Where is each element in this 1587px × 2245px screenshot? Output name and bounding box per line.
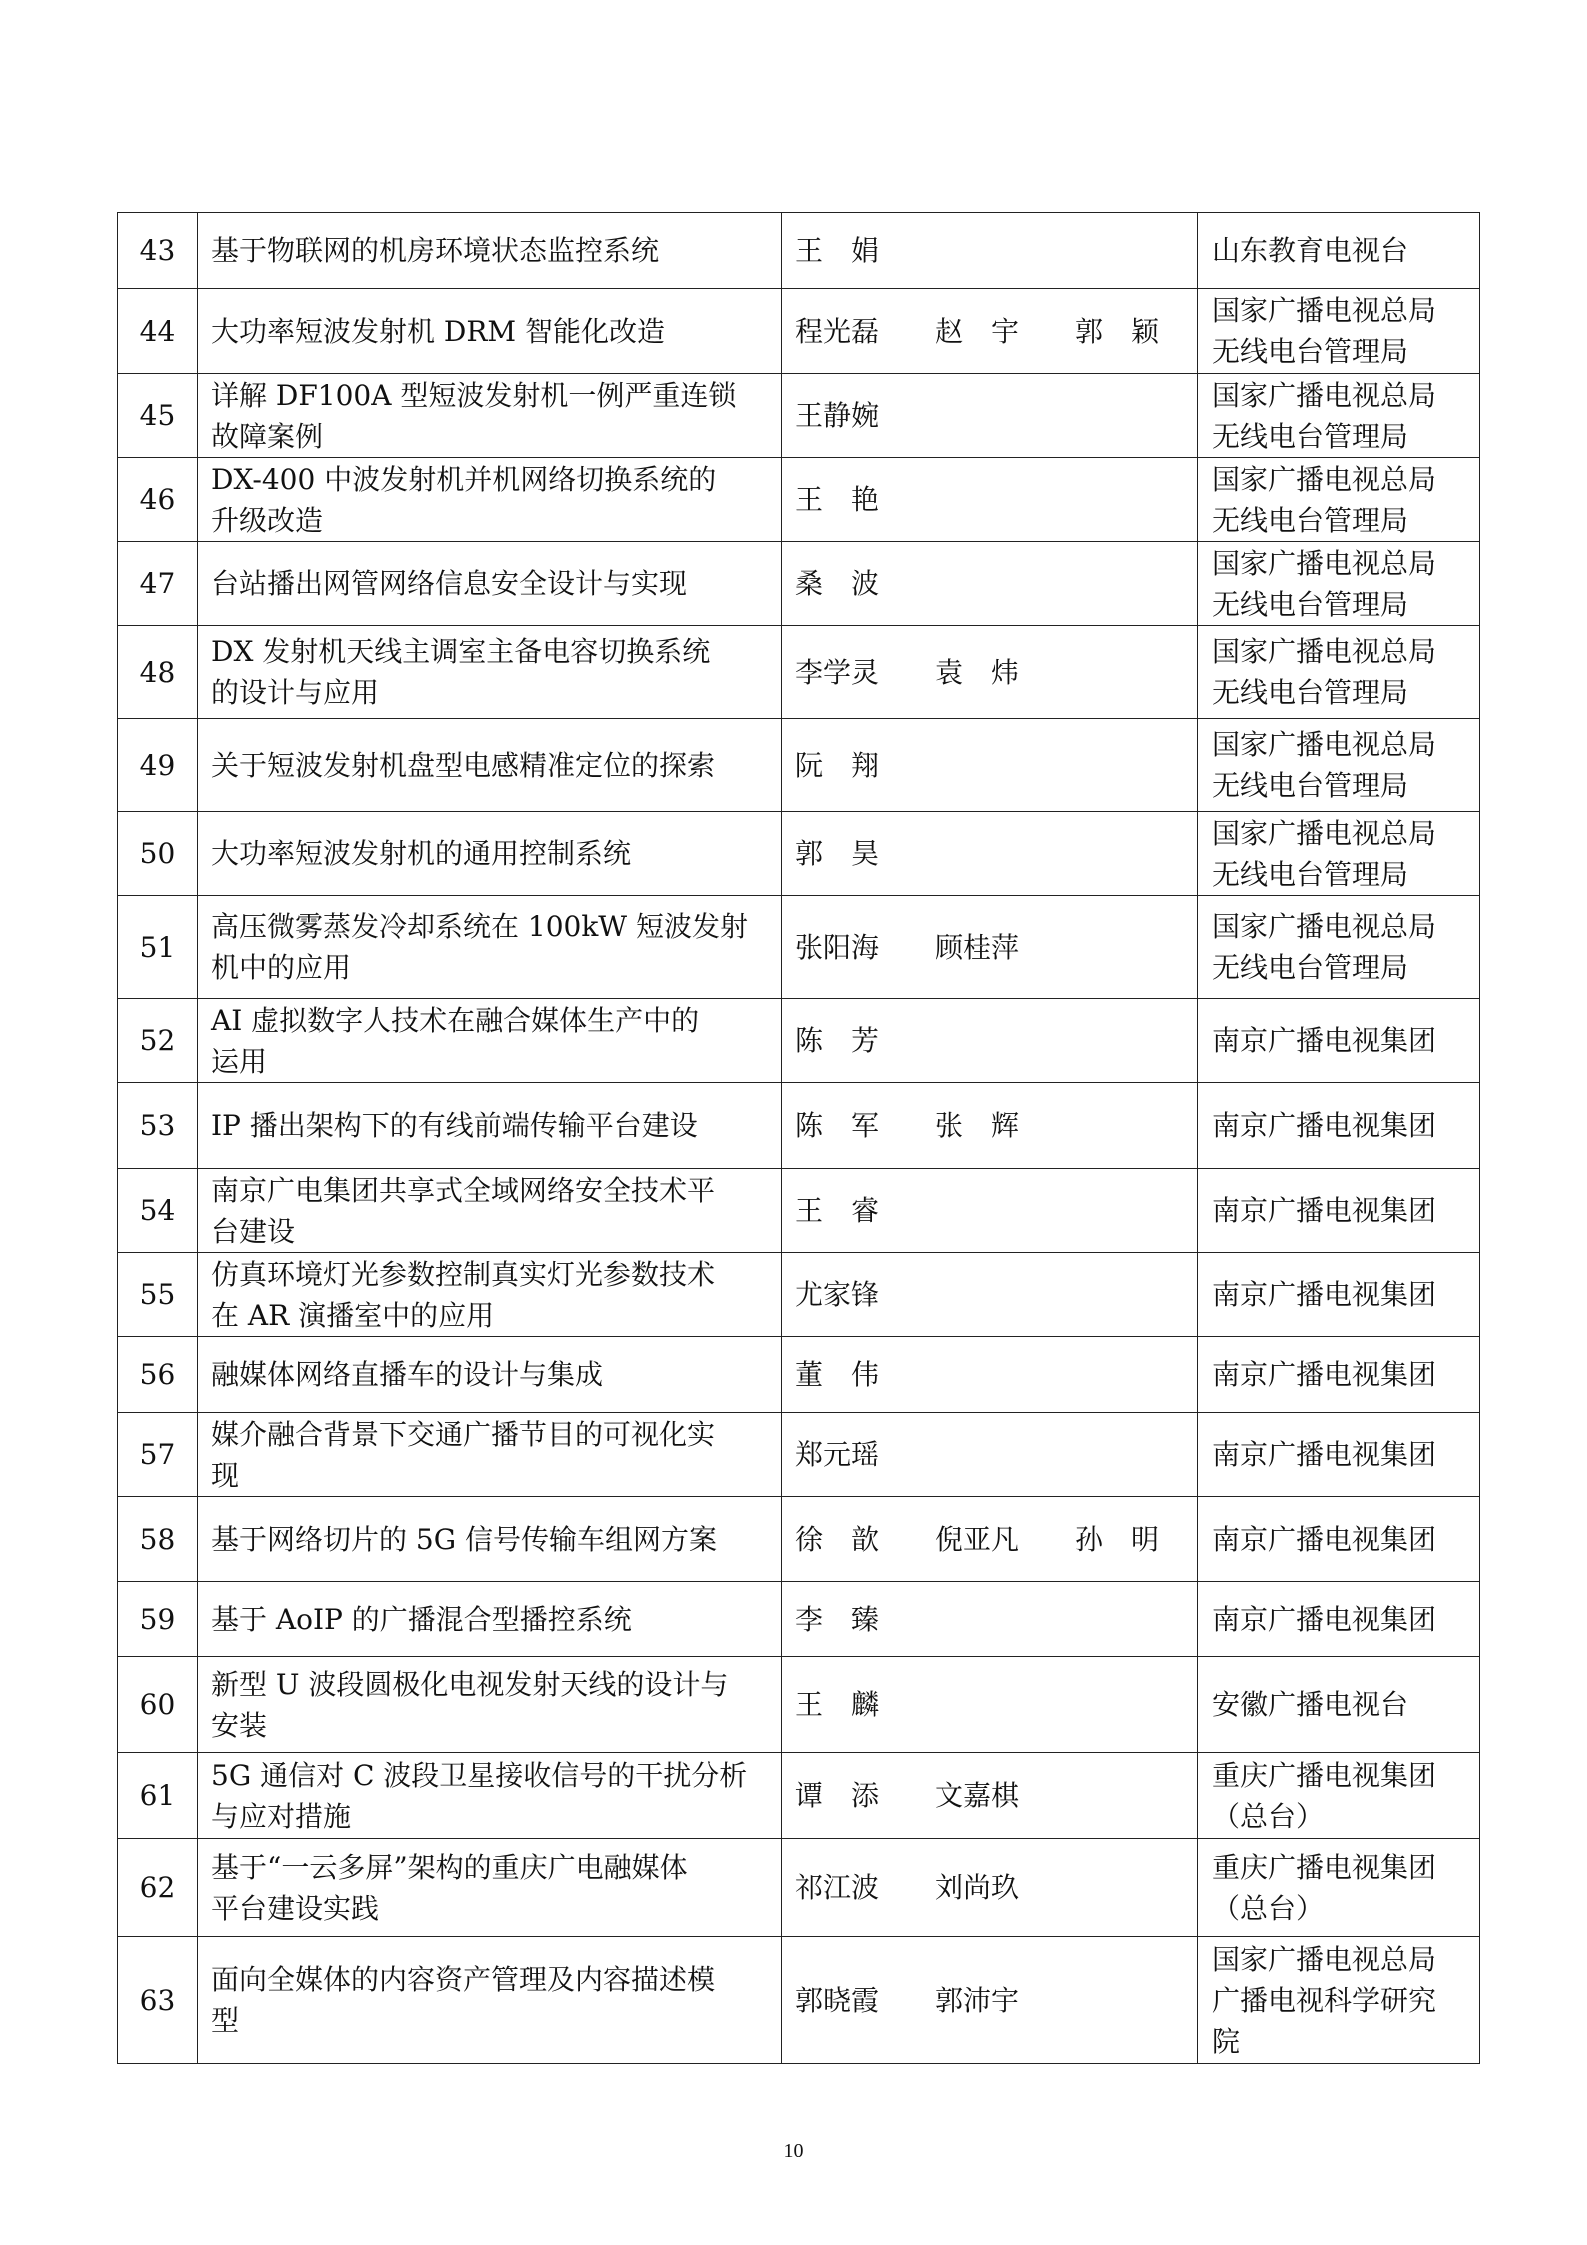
paper-title-cell: [198, 626, 782, 719]
authors: 徐 歆 倪亚凡 孙 明: [795, 1522, 1160, 1556]
authors-cell: [782, 626, 1198, 719]
org-line: 无线电台管理局: [1212, 951, 1409, 984]
paper-title-cell: [198, 1083, 782, 1169]
title-line: 故障案例: [211, 419, 324, 453]
title-line: 高压微雾蒸发冷却系统在 100kW 短波发射: [211, 910, 748, 943]
table-row: [118, 1169, 1480, 1253]
authors: 李 臻: [795, 1602, 880, 1636]
organization-cell: [1198, 458, 1480, 542]
authors-cell: [782, 999, 1198, 1083]
title-line: 详解 DF100A 型短波发射机一例严重连锁: [211, 378, 737, 412]
title-line: 升级改造: [211, 503, 324, 537]
award-list-table: [117, 212, 1480, 2064]
org-line: 南京广播电视集团: [1212, 1358, 1437, 1391]
authors-cell: [782, 1582, 1198, 1657]
org-line: 无线电台管理局: [1212, 676, 1409, 709]
org-line: 南京广播电视集团: [1212, 1602, 1437, 1636]
title-line: 仿真环境灯光参数控制真实灯光参数技术: [211, 1257, 716, 1291]
title-line: 大功率短波发射机的通用控制系统: [211, 837, 632, 870]
title-line: 关于短波发射机盘型电感精准定位的探索: [211, 748, 716, 782]
organization-cell: [1198, 812, 1480, 896]
no: 47: [139, 567, 176, 600]
no: 59: [139, 1602, 176, 1636]
paper-title-cell: [198, 213, 782, 289]
table-row: [118, 1253, 1480, 1337]
table-row: [118, 999, 1480, 1083]
table-row: [118, 1582, 1480, 1657]
paper-title-cell: [198, 1413, 782, 1497]
row-number-cell: [118, 1497, 198, 1582]
title-line: 基于“一云多屏”架构的重庆广电融媒体: [211, 1850, 688, 1884]
paper-title-cell: [198, 1169, 782, 1253]
authors-cell: [782, 542, 1198, 626]
no: 50: [139, 837, 176, 870]
row-number-cell: [118, 1582, 198, 1657]
paper-title-cell: [198, 542, 782, 626]
authors: 王 娟: [795, 234, 880, 267]
row-number-cell: [118, 1337, 198, 1413]
paper-title-cell: [198, 719, 782, 812]
org-line: 南京广播电视集团: [1212, 1194, 1437, 1227]
no: 57: [139, 1438, 176, 1471]
no: 55: [139, 1278, 176, 1311]
authors: 谭 添 文嘉棋: [795, 1779, 1020, 1812]
title-line: 安装: [211, 1708, 268, 1742]
paper-title-cell: [198, 1337, 782, 1413]
authors: 郭晓霞 郭沛宇: [795, 1983, 1020, 2017]
row-number-cell: [118, 719, 198, 812]
row-number-cell: [118, 542, 198, 626]
table-row: [118, 1083, 1480, 1169]
authors-cell: [782, 1657, 1198, 1753]
authors-cell: [782, 1413, 1198, 1497]
no: 63: [139, 1983, 176, 2017]
org-line: 山东教育电视台: [1212, 234, 1409, 267]
authors-cell: [782, 1839, 1198, 1937]
table-row: [118, 1753, 1480, 1839]
title-line: AI 虚拟数字人技术在融合媒体生产中的: [211, 1003, 700, 1037]
authors-cell: [782, 1083, 1198, 1169]
authors: 董 伟: [795, 1358, 880, 1391]
paper-title-cell: [198, 896, 782, 999]
org-line: 重庆广播电视集团: [1212, 1758, 1437, 1792]
org-line: 南京广播电视集团: [1212, 1024, 1437, 1057]
org-line: 国家广播电视总局: [1212, 728, 1437, 761]
org-line: 国家广播电视总局: [1212, 546, 1437, 580]
title-line: 新型 U 波段圆极化电视发射天线的设计与: [211, 1667, 729, 1701]
org-line: 广播电视科学研究: [1212, 1983, 1437, 2017]
table-row: [118, 1497, 1480, 1582]
table-row: [118, 1937, 1480, 2064]
authors: 程光磊 赵 宇 郭 颖: [795, 314, 1160, 348]
organization-cell: [1198, 1753, 1480, 1839]
no: 54: [139, 1194, 176, 1227]
paper-title-cell: [198, 289, 782, 374]
row-number-cell: [118, 1753, 198, 1839]
paper-title-cell: [198, 1582, 782, 1657]
title-line: 型: [211, 2004, 240, 2037]
no: 61: [139, 1779, 176, 1812]
title-line: 台建设: [211, 1214, 296, 1248]
authors-cell: [782, 896, 1198, 999]
organization-cell: [1198, 1169, 1480, 1253]
org-line: 国家广播电视总局: [1212, 910, 1437, 943]
authors: 李学灵 袁 炜: [795, 655, 1020, 689]
org-line: 国家广播电视总局: [1212, 378, 1437, 412]
organization-cell: [1198, 1582, 1480, 1657]
org-line: 国家广播电视总局: [1212, 1942, 1437, 1976]
title-line: 媒介融合背景下交通广播节目的可视化实: [211, 1417, 716, 1451]
organization-cell: [1198, 1657, 1480, 1753]
organization-cell: [1198, 1413, 1480, 1497]
no: 46: [139, 483, 176, 516]
title-line: 台站播出网管网络信息安全设计与实现: [211, 567, 688, 600]
org-line: 南京广播电视集团: [1212, 1438, 1437, 1471]
title-line: 南京广电集团共享式全域网络安全技术平: [211, 1173, 716, 1207]
row-number-cell: [118, 1253, 198, 1337]
table-row: [118, 1413, 1480, 1497]
authors-cell: [782, 374, 1198, 458]
table-row: [118, 374, 1480, 458]
authors: 王 睿: [795, 1194, 880, 1227]
organization-cell: [1198, 719, 1480, 812]
no: 48: [139, 655, 176, 689]
organization-cell: [1198, 374, 1480, 458]
title-line: 运用: [211, 1044, 268, 1078]
row-number-cell: [118, 626, 198, 719]
table-row: [118, 458, 1480, 542]
paper-title-cell: [198, 1839, 782, 1937]
authors-cell: [782, 1337, 1198, 1413]
row-number-cell: [118, 1413, 198, 1497]
row-number-cell: [118, 289, 198, 374]
organization-cell: [1198, 1937, 1480, 2064]
paper-title-cell: [198, 1937, 782, 2064]
no: 56: [139, 1358, 176, 1391]
no: 51: [139, 930, 176, 964]
authors: 尤家锋: [795, 1278, 880, 1311]
organization-cell: [1198, 1083, 1480, 1169]
authors-cell: [782, 1497, 1198, 1582]
org-line: 南京广播电视集团: [1212, 1278, 1437, 1311]
title-line: 现: [211, 1458, 240, 1492]
table-row: [118, 812, 1480, 896]
authors: 郑元瑶: [795, 1438, 880, 1471]
paper-title-cell: [198, 1497, 782, 1582]
no: 45: [139, 399, 176, 432]
table-row: [118, 1337, 1480, 1413]
paper-title-cell: [198, 374, 782, 458]
row-number-cell: [118, 374, 198, 458]
table-row: [118, 542, 1480, 626]
organization-cell: [1198, 1497, 1480, 1582]
table-row: [118, 896, 1480, 999]
row-number-cell: [118, 812, 198, 896]
authors-cell: [782, 719, 1198, 812]
title-line: 融媒体网络直播车的设计与集成: [211, 1358, 604, 1391]
org-line: 院: [1212, 2024, 1241, 2058]
title-line: DX 发射机天线主调室主备电容切换系统: [211, 635, 711, 668]
org-line: 国家广播电视总局: [1212, 294, 1437, 327]
authors: 祁江波 刘尚玖: [795, 1871, 1020, 1904]
organization-cell: [1198, 1839, 1480, 1937]
paper-title-cell: [198, 812, 782, 896]
row-number-cell: [118, 1937, 198, 2064]
title-line: 与应对措施: [211, 1799, 352, 1833]
row-number-cell: [118, 213, 198, 289]
authors: 王 艳: [795, 483, 880, 516]
organization-cell: [1198, 626, 1480, 719]
paper-title-cell: [198, 1253, 782, 1337]
organization-cell: [1198, 213, 1480, 289]
row-number-cell: [118, 1839, 198, 1937]
title-line: 基于物联网的机房环境状态监控系统: [211, 234, 660, 267]
no: 49: [139, 748, 176, 782]
no: 60: [139, 1688, 176, 1721]
authors-cell: [782, 1169, 1198, 1253]
org-line: 国家广播电视总局: [1212, 462, 1437, 496]
authors: 陈 芳: [795, 1024, 880, 1057]
authors: 王 麟: [795, 1688, 880, 1721]
organization-cell: [1198, 289, 1480, 374]
org-line: 无线电台管理局: [1212, 419, 1409, 453]
title-line: 机中的应用: [211, 951, 352, 984]
paper-title-cell: [198, 999, 782, 1083]
title-line: 平台建设实践: [211, 1891, 380, 1925]
title-line: DX-400 中波发射机并机网络切换系统的: [211, 462, 717, 496]
row-number-cell: [118, 1657, 198, 1753]
org-line: 南京广播电视集团: [1212, 1109, 1437, 1142]
no: 44: [139, 314, 176, 348]
org-line: 无线电台管理局: [1212, 503, 1409, 537]
authors: 陈 军 张 辉: [795, 1109, 1020, 1142]
table-row: [118, 719, 1480, 812]
paper-title-cell: [198, 1753, 782, 1839]
org-line: 安徽广播电视台: [1212, 1688, 1409, 1721]
authors-cell: [782, 1253, 1198, 1337]
organization-cell: [1198, 1337, 1480, 1413]
table-row: [118, 213, 1480, 289]
org-line: 无线电台管理局: [1212, 769, 1409, 802]
org-line: 无线电台管理局: [1212, 587, 1409, 621]
paper-title-cell: [198, 458, 782, 542]
title-line: IP 播出架构下的有线前端传输平台建设: [211, 1109, 698, 1142]
authors: 郭 昊: [795, 837, 880, 870]
organization-cell: [1198, 999, 1480, 1083]
org-line: 南京广播电视集团: [1212, 1522, 1437, 1556]
org-line: 重庆广播电视集团: [1212, 1850, 1437, 1884]
table-body: [118, 213, 1480, 2064]
row-number-cell: [118, 458, 198, 542]
org-line: 国家广播电视总局: [1212, 816, 1437, 850]
row-number-cell: [118, 896, 198, 999]
row-number-cell: [118, 999, 198, 1083]
authors-cell: [782, 812, 1198, 896]
title-line: 在 AR 演播室中的应用: [211, 1298, 495, 1332]
title-line: 基于 AoIP 的广播混合型播控系统: [211, 1602, 632, 1636]
table-row: [118, 1657, 1480, 1753]
org-line: （总台）: [1212, 1891, 1325, 1925]
no: 62: [139, 1871, 176, 1904]
authors-cell: [782, 213, 1198, 289]
authors-cell: [782, 289, 1198, 374]
title-line: 的设计与应用: [211, 676, 380, 709]
org-line: 无线电台管理局: [1212, 857, 1409, 891]
no: 52: [139, 1024, 176, 1057]
title-line: 大功率短波发射机 DRM 智能化改造: [211, 314, 666, 348]
org-line: 国家广播电视总局: [1212, 635, 1437, 668]
authors: 桑 波: [795, 567, 880, 600]
authors-cell: [782, 458, 1198, 542]
page-number: 10: [783, 2140, 804, 2162]
organization-cell: [1198, 896, 1480, 999]
authors-cell: [782, 1753, 1198, 1839]
authors: 阮 翔: [795, 748, 880, 782]
title-line: 面向全媒体的内容资产管理及内容描述模: [211, 1963, 716, 1996]
no: 58: [139, 1522, 176, 1556]
no: 43: [139, 234, 176, 267]
paper-title-cell: [198, 1657, 782, 1753]
table-row: [118, 1839, 1480, 1937]
table-row: [118, 289, 1480, 374]
row-number-cell: [118, 1083, 198, 1169]
organization-cell: [1198, 542, 1480, 626]
no: 53: [139, 1109, 176, 1142]
title-line: 5G 通信对 C 波段卫星接收信号的干扰分析: [211, 1758, 748, 1792]
authors: 张阳海 顾桂萍: [795, 930, 1020, 964]
organization-cell: [1198, 1253, 1480, 1337]
row-number-cell: [118, 1169, 198, 1253]
title-line: 基于网络切片的 5G 信号传输车组网方案: [211, 1522, 717, 1556]
org-line: （总台）: [1212, 1799, 1325, 1833]
authors-cell: [782, 1937, 1198, 2064]
org-line: 无线电台管理局: [1212, 335, 1409, 368]
authors: 王静婉: [795, 399, 880, 432]
table-row: [118, 626, 1480, 719]
